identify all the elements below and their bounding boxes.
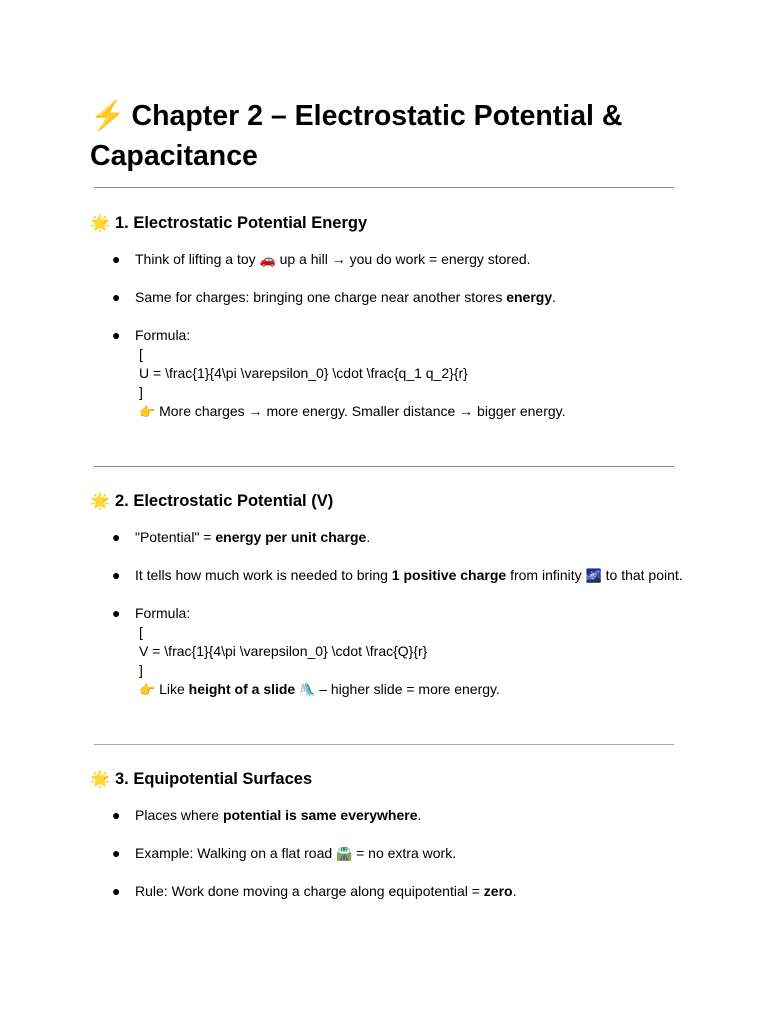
divider (94, 187, 674, 188)
item-text: Same for charges: bringing one charge near another stores (135, 289, 507, 305)
formula-note: More charges → more energy. Smaller distance → bigger energy. (155, 403, 566, 419)
list-item (112, 326, 712, 421)
formula-label: Formula: (135, 327, 191, 343)
list-item (112, 882, 712, 901)
bullet: ● (112, 251, 121, 267)
section-heading-1 (90, 212, 367, 235)
item-text: . (366, 529, 371, 545)
pointing-hand-icon: 👉 (139, 682, 156, 697)
formula-note-bold: height of a slide (188, 681, 296, 697)
item-bold-text: energy per unit charge (215, 529, 367, 545)
list-item (112, 806, 712, 825)
item-bold-text: energy (506, 289, 553, 305)
item-bold-text: 1 positive charge (391, 567, 507, 583)
bullet: ● (112, 883, 121, 899)
section-2-list (112, 528, 712, 699)
item-text: Places where (135, 807, 223, 823)
list-item (112, 528, 712, 547)
bullet: ● (112, 807, 121, 823)
section-heading-3 (90, 768, 312, 791)
bullet: ● (112, 529, 121, 545)
item-text: to that point. (601, 567, 683, 583)
pointing-hand-icon: 👉 (139, 404, 156, 419)
divider (94, 744, 674, 745)
star-icon: 🌟 (90, 493, 110, 510)
section-heading-text: 3. Equipotential Surfaces (115, 770, 313, 788)
star-icon: 🌟 (90, 215, 110, 232)
list-item (112, 604, 712, 699)
section-heading-text: 1. Electrostatic Potential Energy (115, 214, 368, 232)
formula-note: – higher slide = more energy. (315, 681, 500, 697)
road-icon: 🛣️ (336, 846, 353, 861)
item-text: . (417, 807, 422, 823)
formula-expression: U = \frac{1}{4\pi \varepsilon_0} \cdot \frac{q_1 q_2}{r} (139, 365, 468, 381)
page-title-text: Chapter 2 – Electrostatic Potential & Capacitance (90, 100, 623, 172)
page-title (90, 96, 690, 176)
star-icon: 🌟 (90, 771, 110, 788)
divider (94, 466, 674, 467)
item-text: Think of lifting a toy (135, 251, 260, 267)
item-text: . (512, 883, 517, 899)
formula-close: ] (139, 384, 143, 400)
bullet: ● (112, 567, 121, 583)
bullet: ● (112, 289, 121, 305)
formula-close: ] (139, 662, 143, 678)
section-1-list (112, 250, 712, 421)
section-3-list (112, 806, 712, 901)
section-heading-2 (90, 490, 333, 513)
lightning-icon: ⚡ (90, 100, 126, 132)
formula-expression: V = \frac{1}{4\pi \varepsilon_0} \cdot \frac{Q}{r} (139, 643, 428, 659)
item-bold-text: potential is same everywhere (222, 807, 418, 823)
bullet: ● (112, 845, 121, 861)
item-text: "Potential" = (135, 529, 216, 545)
item-text: from infinity (506, 567, 586, 583)
item-text: It tells how much work is needed to bring (135, 567, 392, 583)
item-text: Example: Walking on a flat road (135, 845, 337, 861)
formula-note: Like (155, 681, 189, 697)
item-text: Rule: Work done moving a charge along equipotential = (135, 883, 484, 899)
car-icon: 🚗 (259, 252, 276, 267)
bullet: ● (112, 605, 121, 621)
section-heading-text: 2. Electrostatic Potential (V) (115, 492, 334, 510)
list-item (112, 566, 712, 585)
item-bold-text: zero (483, 883, 513, 899)
formula-open: [ (139, 624, 143, 640)
milky-way-icon: 🌌 (585, 568, 602, 583)
slide-icon: 🛝 (299, 682, 316, 697)
list-item (112, 288, 712, 307)
formula-label: Formula: (135, 605, 191, 621)
list-item (112, 250, 712, 269)
item-text: = no extra work. (352, 845, 457, 861)
list-item (112, 844, 712, 863)
item-text: up a hill → you do work = energy stored. (275, 251, 531, 267)
bullet: ● (112, 327, 121, 343)
formula-open: [ (139, 346, 143, 362)
item-text: . (552, 289, 557, 305)
